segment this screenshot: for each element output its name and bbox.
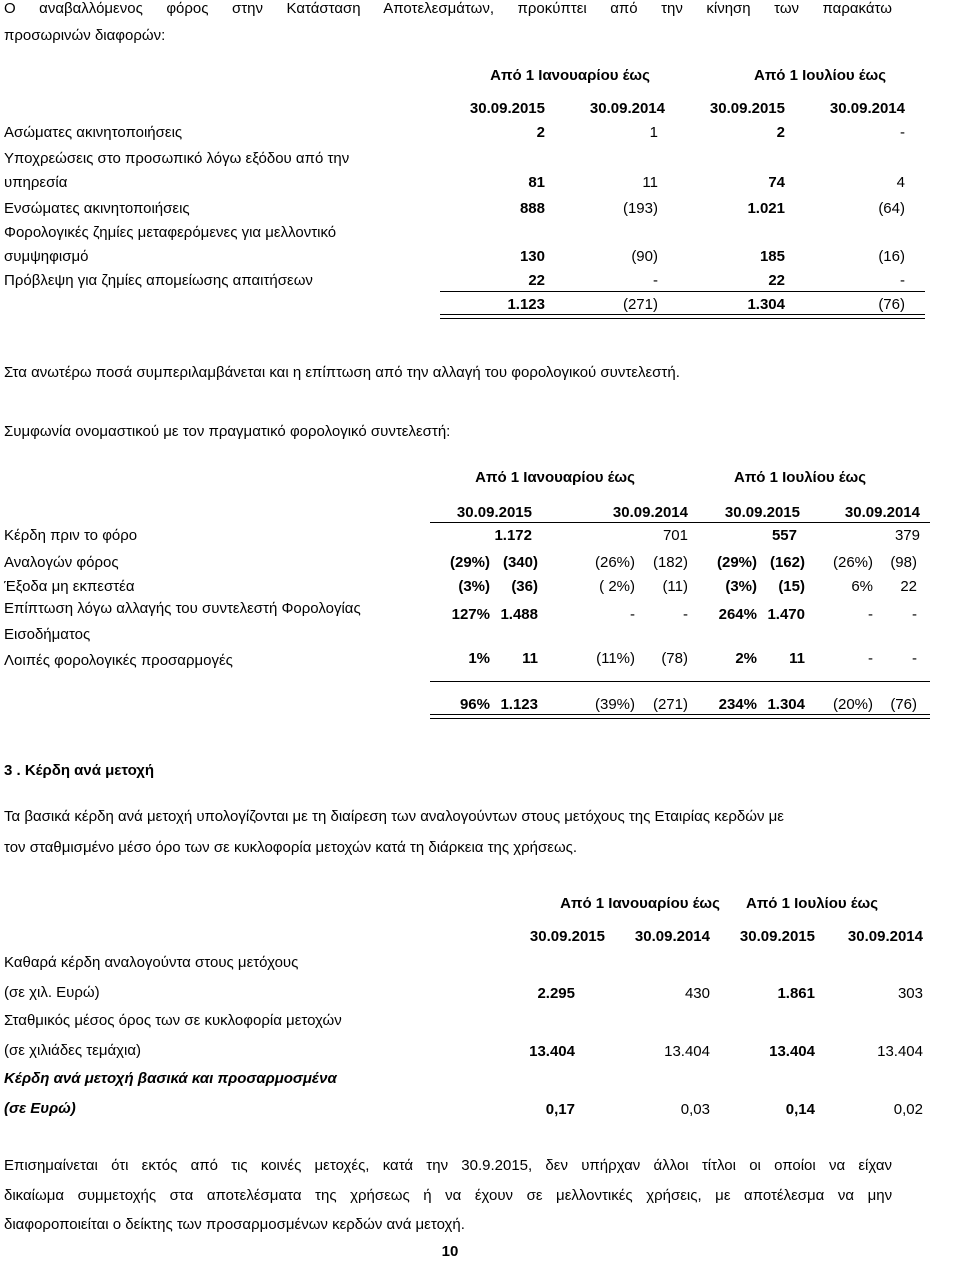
- word: τίτλοι: [701, 1157, 736, 1174]
- word: στην: [231, 0, 264, 17]
- date-header: 30.09.2014: [829, 100, 905, 117]
- total-double-rule: [430, 714, 930, 719]
- word: από: [610, 0, 638, 17]
- total-double-rule: [440, 314, 925, 319]
- word: την: [661, 0, 683, 17]
- cell-value: 11: [642, 174, 658, 191]
- period-header-jan: Από 1 Ιανουαρίου έως: [560, 895, 720, 912]
- row-label: Πρόβλεψη για ζημίες απομείωσης απαιτήσεων: [4, 272, 313, 289]
- cell-value: (182): [652, 554, 688, 571]
- total-value: 234%: [718, 696, 757, 713]
- cell-value: 0,14: [785, 1101, 815, 1118]
- date-header: 30.09.2015: [739, 928, 815, 945]
- word: κοινές: [260, 1157, 302, 1174]
- cell-value: 1.172: [494, 527, 532, 544]
- cell-value: (78): [661, 650, 688, 667]
- word: των: [774, 0, 800, 17]
- cell-value: 127%: [451, 606, 490, 623]
- total-value: (76): [878, 296, 905, 313]
- closing-line-3: διαφοροποιείται ο δείκτης των προσαρμοσμένων κερδών ανά μετοχή.: [4, 1216, 465, 1233]
- row-label: Υποχρεώσεις στο προσωπικό λόγω εξόδου από την: [4, 150, 350, 167]
- word: αποτελέσματα: [206, 1187, 302, 1204]
- cell-value: 701: [662, 527, 688, 544]
- date-header: 30.09.2014: [612, 504, 688, 521]
- row-label: Κέρδη πριν το φόρο: [4, 527, 138, 544]
- cell-value: (11): [662, 578, 688, 595]
- period-header-jan: Από 1 Ιανουαρίου έως: [475, 469, 635, 486]
- cell-value: (36): [511, 578, 538, 595]
- cell-value: 6%: [851, 578, 873, 595]
- cell-value: 379: [894, 527, 920, 544]
- date-header: 30.09.2015: [724, 504, 800, 521]
- word: είχαν: [858, 1157, 892, 1174]
- cell-value: 2: [536, 124, 545, 141]
- intro-line-1: [4, 0, 892, 18]
- cell-value: (16): [878, 248, 905, 265]
- cell-value: 2.295: [537, 985, 575, 1002]
- cell-value: 81: [528, 174, 545, 191]
- cell-value: (98): [890, 554, 917, 571]
- total-value: 1.304: [747, 296, 785, 313]
- cell-value: 11: [789, 650, 805, 667]
- row-label: Λοιπές φορολογικές προσαρμογές: [4, 652, 233, 669]
- cell-value: 22: [768, 272, 785, 289]
- total-value: (271): [652, 696, 688, 713]
- cell-value: ( 2%): [599, 578, 635, 595]
- word: να: [445, 1187, 462, 1204]
- eps-paragraph-line-1: Τα βασικά κέρδη ανά μετοχή υπολογίζονται με τη διαίρεση των αναλογούντων στους μετόχους της Εταιρίας κερδών με: [4, 808, 784, 825]
- cell-value: (29%): [449, 554, 490, 571]
- cell-value: 1.488: [500, 606, 538, 623]
- cell-value: 13.404: [769, 1043, 815, 1060]
- cell-value: 1.021: [747, 200, 785, 217]
- word: φόρος: [166, 0, 209, 17]
- word: της: [315, 1187, 337, 1204]
- row-label: Φορολογικές ζημίες μεταφερόμενες για μελλοντικό: [4, 224, 337, 241]
- row-label: Ασώματες ακινητοποιήσεις: [4, 124, 183, 141]
- word: χρήσεις,: [646, 1187, 702, 1204]
- row-label: συμψηφισμό: [4, 248, 89, 265]
- cell-value: 4: [896, 174, 905, 191]
- word: υπήρχαν: [581, 1157, 641, 1174]
- row-label: Καθαρά κέρδη αναλογούντα στους μετόχους: [4, 954, 299, 971]
- total-value: (76): [890, 696, 917, 713]
- page-number: 10: [441, 1243, 459, 1260]
- word: χρήσεως: [350, 1187, 410, 1204]
- word: στα: [169, 1187, 194, 1204]
- word: μην: [867, 1187, 893, 1204]
- row-label: (σε χιλ. Ευρώ): [4, 984, 100, 1001]
- cell-value: (340): [502, 554, 538, 571]
- total-value: 1.123: [500, 696, 538, 713]
- cell-value: 1.861: [777, 985, 815, 1002]
- word: οποίοι: [774, 1157, 816, 1174]
- cell-value: 185: [759, 248, 785, 265]
- total-value: 1.304: [767, 696, 805, 713]
- cell-value: -: [630, 606, 635, 623]
- cell-value: 1.470: [767, 606, 805, 623]
- date-header: 30.09.2015: [469, 100, 545, 117]
- word: την: [426, 1157, 449, 1174]
- total-value: (271): [622, 296, 658, 313]
- cell-value: 22: [528, 272, 545, 289]
- word: τις: [231, 1157, 248, 1174]
- word: να: [837, 1187, 855, 1204]
- cell-value: 13.404: [877, 1043, 923, 1060]
- cell-value: (11%): [596, 650, 635, 667]
- row-label: Έξοδα μη εκπεστέα: [4, 578, 135, 595]
- total-value: 1.123: [507, 296, 545, 313]
- cell-value: (90): [631, 248, 658, 265]
- cell-value: 0,03: [680, 1101, 710, 1118]
- date-header: 30.09.2015: [529, 928, 605, 945]
- word: με: [715, 1187, 731, 1204]
- cell-value: 11: [522, 650, 538, 667]
- cell-value: 13.404: [529, 1043, 575, 1060]
- note-tax-rate-change: Στα ανωτέρω ποσά συμπεριλαμβάνεται και η επίπτωση από την αλλαγή του φορολογικού συντελεστή.: [4, 364, 680, 381]
- word: κίνηση: [706, 0, 751, 17]
- cell-value: 2%: [735, 650, 757, 667]
- date-header: 30.09.2014: [847, 928, 923, 945]
- word: από: [190, 1157, 218, 1174]
- row-label: Ενσώματες ακινητοποιήσεις: [4, 200, 190, 217]
- date-header: 30.09.2014: [844, 504, 920, 521]
- cell-value: -: [912, 650, 917, 667]
- cell-value: (29%): [716, 554, 757, 571]
- word: κατά: [382, 1157, 414, 1174]
- word: εκτός: [141, 1157, 178, 1174]
- word: να: [828, 1157, 846, 1174]
- cell-value: 22: [900, 578, 917, 595]
- closing-line-1: [4, 1157, 892, 1175]
- word: Αποτελεσμάτων,: [383, 0, 495, 17]
- row-label: Κέρδη ανά μετοχή βασικά και προσαρμοσμένα: [4, 1070, 337, 1087]
- cell-value: (3%): [725, 578, 757, 595]
- cell-value: (3%): [458, 578, 490, 595]
- cell-value: 303: [897, 985, 923, 1002]
- row-label: (σε Ευρώ): [4, 1100, 76, 1117]
- row-label: (σε χιλιάδες τεμάχια): [4, 1042, 142, 1059]
- word: οι: [749, 1157, 761, 1174]
- row-label: Εισοδήματος: [4, 626, 91, 643]
- cell-value: 2: [776, 124, 785, 141]
- cell-value: 557: [771, 527, 797, 544]
- row-label: Σταθμικός μέσος όρος των σε κυκλοφορία μετοχών: [4, 1012, 342, 1029]
- cell-value: 1: [649, 124, 658, 141]
- total-value: (39%): [594, 696, 635, 713]
- cell-value: -: [900, 272, 905, 289]
- word: δικαίωμα: [4, 1187, 65, 1204]
- word: 30.9.2015,: [461, 1157, 533, 1174]
- header-rule: [430, 522, 930, 523]
- cell-value: 0,17: [545, 1101, 575, 1118]
- cell-value: -: [868, 650, 873, 667]
- cell-value: (15): [778, 578, 805, 595]
- cell-value: 888: [519, 200, 545, 217]
- cell-value: (64): [878, 200, 905, 217]
- date-header: 30.09.2015: [456, 504, 532, 521]
- word: μετοχές,: [314, 1157, 370, 1174]
- period-header-jul: Από 1 Ιουλίου έως: [753, 67, 887, 84]
- subtotal-rule: [440, 291, 925, 292]
- word: σε: [526, 1187, 543, 1204]
- subtotal-rule: [430, 681, 930, 682]
- cell-value: (162): [769, 554, 805, 571]
- cell-value: (193): [622, 200, 658, 217]
- period-header-jul: Από 1 Ιουλίου έως: [733, 469, 867, 486]
- cell-value: (26%): [594, 554, 635, 571]
- cell-value: 430: [684, 985, 710, 1002]
- date-header: 30.09.2014: [634, 928, 710, 945]
- period-header-jan: Από 1 Ιανουαρίου έως: [490, 67, 650, 84]
- row-label: Αναλογών φόρος: [4, 554, 119, 571]
- cell-value: 130: [519, 248, 545, 265]
- section-heading-eps: 3 . Κέρδη ανά μετοχή: [4, 762, 155, 779]
- cell-value: -: [868, 606, 873, 623]
- word: έχουν: [474, 1187, 514, 1204]
- word: μελλοντικές: [556, 1187, 633, 1204]
- cell-value: -: [683, 606, 688, 623]
- word: Επισημαίνεται: [4, 1157, 98, 1174]
- date-header: 30.09.2015: [709, 100, 785, 117]
- word: ή: [423, 1187, 432, 1204]
- date-header: 30.09.2014: [589, 100, 665, 117]
- word: άλλοι: [653, 1157, 689, 1174]
- word: παρακάτω: [822, 0, 892, 17]
- total-value: (20%): [832, 696, 873, 713]
- word: Ο: [4, 0, 16, 17]
- cell-value: 74: [768, 174, 785, 191]
- intro-line-2: προσωρινών διαφορών:: [4, 27, 166, 44]
- word: συμμετοχής: [77, 1187, 157, 1204]
- cell-value: (26%): [832, 554, 873, 571]
- word: δεν: [545, 1157, 568, 1174]
- cell-value: -: [900, 124, 905, 141]
- cell-value: 13.404: [664, 1043, 710, 1060]
- period-header-jul: Από 1 Ιουλίου έως: [745, 895, 879, 912]
- word: Κατάσταση: [286, 0, 361, 17]
- cell-value: -: [912, 606, 917, 623]
- cell-value: 0,02: [893, 1101, 923, 1118]
- word: προκύπτει: [517, 0, 587, 17]
- note-tax-reconciliation: Συμφωνία ονομαστικού με τον πραγματικό φορολογικό συντελεστή:: [4, 423, 451, 440]
- total-value: 96%: [459, 696, 490, 713]
- closing-line-2: [4, 1187, 892, 1205]
- word: ότι: [111, 1157, 129, 1174]
- row-label: υπηρεσία: [4, 174, 68, 191]
- cell-value: -: [653, 272, 658, 289]
- eps-paragraph-line-2: τον σταθμισμένο μέσο όρο των σε κυκλοφορία μετοχών κατά τη διάρκεια της χρήσεως.: [4, 839, 578, 856]
- cell-value: 1%: [468, 650, 490, 667]
- word: αποτέλεσμα: [744, 1187, 825, 1204]
- row-label: Επίπτωση λόγω αλλαγής του συντελεστή Φορολογίας: [4, 600, 361, 617]
- word: αναβαλλόμενος: [39, 0, 143, 17]
- cell-value: 264%: [718, 606, 757, 623]
